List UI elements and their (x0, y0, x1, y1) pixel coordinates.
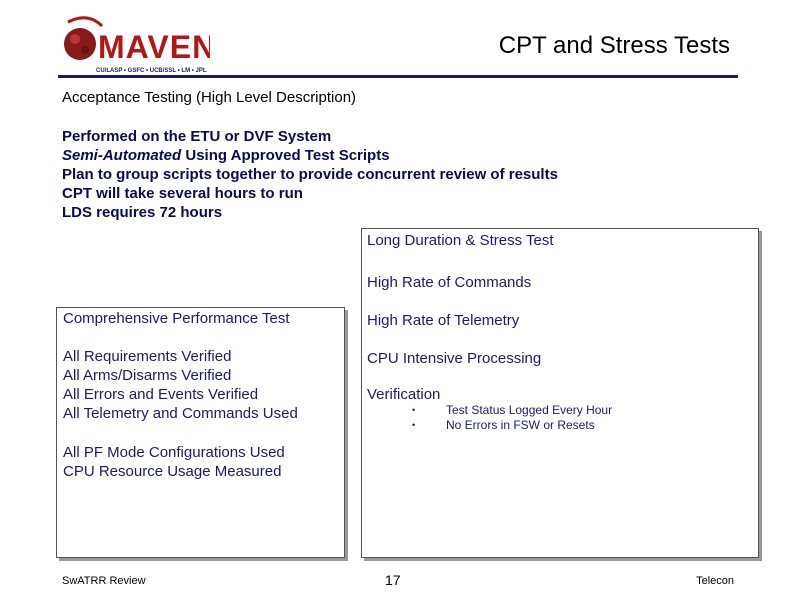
slide-title: CPT and Stress Tests (498, 32, 730, 59)
cpt-items-group (63, 347, 298, 423)
stress-item: High Rate of Telemetry (367, 312, 520, 329)
sub-bullet-text: Test Status Logged Every Hour (446, 403, 613, 417)
overview-item: CPT will take several hours to run (62, 185, 303, 202)
stress-item: CPU Intensive Processing (367, 350, 542, 367)
logo-wordmark: MAVEN (98, 29, 210, 65)
cpt-panel-title: Comprehensive Performance Test (63, 310, 290, 327)
maven-logo-graphic (58, 14, 210, 78)
bullet-dot-icon: • (412, 420, 416, 430)
cpt-item: All Errors and Events Verified (63, 386, 259, 403)
logo-partners: CU/LASP • GSFC • UCB/SSL • LM • JPL (96, 68, 207, 74)
footer-meeting-type: Telecon (696, 575, 734, 587)
cpt-item: All Telemetry and Commands Used (63, 405, 298, 422)
cpt-item: All Requirements Verified (63, 348, 232, 365)
cpt-item: All Arms/Disarms Verified (63, 367, 232, 384)
overview-item: Plan to group scripts together to provide concurrent review of results (62, 166, 558, 183)
maven-logo (58, 14, 210, 78)
overview-item-rest: Using Approved Test Scripts (181, 147, 390, 164)
overview-item (62, 146, 558, 165)
title-divider (58, 75, 738, 78)
cpt-items-group-2 (63, 443, 285, 481)
section-subtitle: Acceptance Testing (High Level Description) (62, 89, 357, 106)
planet-icon (64, 28, 96, 60)
cpt-item: CPU Resource Usage Measured (63, 463, 282, 480)
overview-item: Performed on the ETU or DVF System (62, 128, 332, 145)
footer-presentation-name: SwATRR Review (62, 575, 146, 587)
stress-item: Verification (367, 386, 441, 403)
cpt-item: All PF Mode Configurations Used (63, 444, 285, 461)
stress-item: High Rate of Commands (367, 274, 532, 291)
cpt-panel (56, 307, 345, 558)
page-number: 17 (385, 572, 401, 588)
overview-list (62, 127, 558, 222)
stress-test-panel (361, 228, 759, 558)
overview-item: LDS requires 72 hours (62, 204, 223, 221)
overview-item-emphasis: Semi-Automated (62, 147, 182, 164)
stress-panel-title: Long Duration & Stress Test (367, 232, 554, 249)
sub-bullet-text: No Errors in FSW or Resets (446, 418, 595, 432)
bullet-dot-icon: • (412, 405, 416, 415)
